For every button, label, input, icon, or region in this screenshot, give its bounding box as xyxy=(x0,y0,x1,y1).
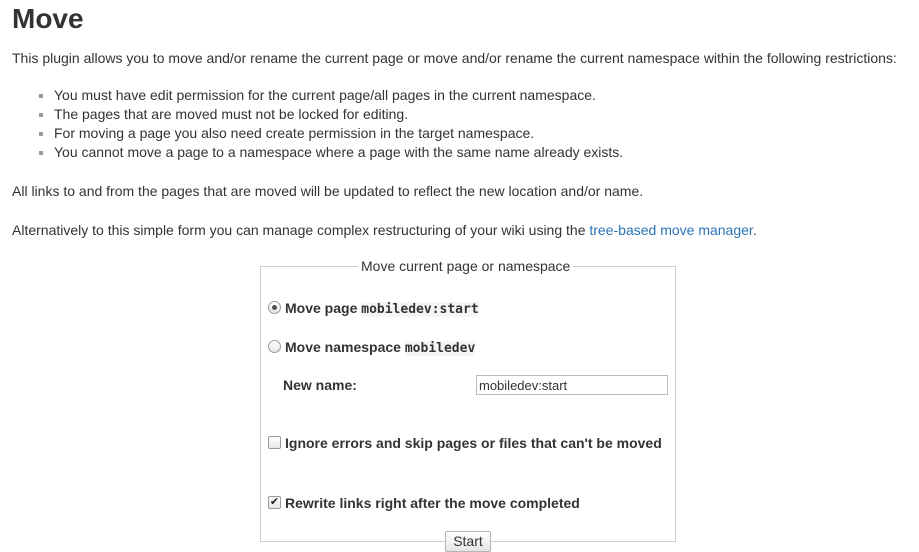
rewrite-links-option[interactable] xyxy=(268,493,580,513)
move-form xyxy=(260,258,676,549)
alternative-note-prefix: Alternatively to this simple form you can manage complex restructuring of your wiki using the xyxy=(12,222,590,238)
bullet-icon xyxy=(39,94,43,98)
move-page-label: Move page xyxy=(285,300,358,316)
restriction-text: For moving a page you also need create permission in the target namespace. xyxy=(54,125,535,141)
rewrite-links-label: Rewrite links right after the move completed xyxy=(285,495,580,511)
new-name-label: New name: xyxy=(283,377,357,393)
move-page-code: mobiledev:start xyxy=(361,302,479,317)
restriction-text: You cannot move a page to a namespace where a page with the same name already exists. xyxy=(54,144,624,160)
restrictions-list xyxy=(12,86,623,162)
move-page-radio[interactable] xyxy=(268,301,281,314)
alternative-note xyxy=(12,220,757,240)
checkmark-icon: ✔ xyxy=(269,495,280,508)
move-page-option[interactable] xyxy=(268,298,479,320)
restriction-text: You must have edit permission for the current page/all pages in the current namespace. xyxy=(54,87,596,103)
rewrite-links-checkbox[interactable] xyxy=(268,496,281,509)
bullet-icon xyxy=(39,132,43,136)
move-namespace-code: mobiledev xyxy=(404,341,476,356)
tree-move-manager-link[interactable]: tree-based move manager xyxy=(589,222,753,238)
list-item xyxy=(12,86,623,105)
ignore-errors-label: Ignore errors and skip pages or files that can't be moved xyxy=(285,435,662,451)
links-update-note: All links to and from the pages that are moved will be updated to reflect the new location and/or name. xyxy=(12,183,644,199)
alternative-note-suffix: . xyxy=(752,222,757,238)
start-button[interactable]: Start xyxy=(445,531,491,552)
move-namespace-radio[interactable] xyxy=(268,340,281,353)
move-namespace-label: Move namespace xyxy=(285,339,401,355)
new-name-input[interactable] xyxy=(476,375,668,395)
intro-text: This plugin allows you to move and/or rename the current page or move and/or rename the current namespace within the following restrictions: xyxy=(12,50,897,66)
restriction-text: The pages that are moved must not be locked for editing. xyxy=(54,106,409,122)
move-namespace-option[interactable] xyxy=(268,337,475,359)
ignore-errors-option[interactable] xyxy=(268,433,668,453)
list-item xyxy=(12,143,623,162)
ignore-errors-checkbox[interactable] xyxy=(268,436,281,449)
bullet-icon xyxy=(39,151,43,155)
list-item xyxy=(12,124,623,143)
page-title: Move xyxy=(12,3,84,34)
bullet-icon xyxy=(39,113,43,117)
move-form-legend: Move current page or namespace xyxy=(361,258,571,274)
list-item xyxy=(12,105,623,124)
